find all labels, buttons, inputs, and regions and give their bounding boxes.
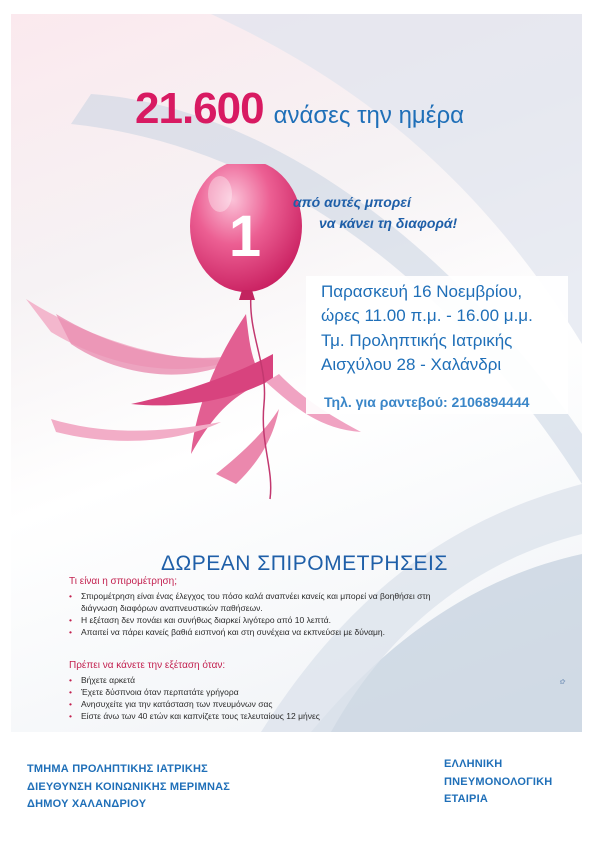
list-item: • Βήχετε αρκετά	[67, 674, 437, 686]
footer-right-line-1: ΕΛΛΗΝΙΚΗ	[444, 758, 503, 770]
when-title: Πρέπει να κάνετε την εξέταση όταν:	[69, 660, 226, 671]
designer-logo: ✿	[559, 679, 565, 686]
headline	[135, 84, 464, 134]
event-address: Αισχύλου 28 - Χαλάνδρι	[321, 355, 502, 374]
footer-right-line-3: ΕΤΑΙΡΙΑ	[444, 793, 488, 805]
tagline-line-2: να κάνει τη διαφορά!	[319, 215, 458, 231]
list-item: • Ανησυχείτε για την κατάσταση των πνευμόνων σας	[67, 698, 437, 710]
footer-right	[444, 756, 552, 809]
footer-right-line-2: ΠΝΕΥΜΟΝΟΛΟΓΙΚΗ	[444, 775, 553, 788]
what-is-title: Τι είναι η σπιρομέτρηση;	[69, 576, 178, 587]
list-item: • Η εξέταση δεν πονάει και συνήθως διαρκεί λιγότερο από 10 λεπτά.	[67, 614, 437, 626]
poster	[11, 14, 582, 732]
list-item: • Απαιτεί να πάρει κανείς βαθιά εισπνοή και στη συνέχεια να εκπνεύσει με δύναμη.	[67, 626, 437, 638]
when-list	[67, 674, 437, 722]
list-item: • Είστε άνω των 40 ετών και καπνίζετε τους τελευταίους 12 μήνες	[67, 710, 437, 722]
list-item: • Σπιρομέτρηση είναι ένας έλεγχος του πόσο καλά αναπνέει κανείς και μπορεί να βοηθήσει στη διάγνωση διαφόρων αναπνευστικών παθήσεων.	[67, 590, 437, 614]
tagline	[293, 192, 503, 234]
footer-left-line-3: ΔΗΜΟΥ ΧΑΛΑΝΔΡΙΟΥ	[27, 798, 147, 810]
footer-left	[27, 761, 230, 814]
event-hours: ώρες 11.00 π.μ. - 16.00 μ.μ.	[321, 306, 533, 325]
event-department: Τμ. Προληπτικής Ιατρικής	[321, 331, 513, 350]
headline-number: 21.600	[135, 84, 264, 133]
footer-left-line-2: ΔΙΕΥΘΥΝΣΗ ΚΟΙΝΩΝΙΚΗΣ ΜΕΡΙΜΝΑΣ	[27, 780, 231, 793]
list-item: • Έχετε δύσπνοια όταν περπατάτε γρήγορα	[67, 686, 437, 698]
event-phone: Τηλ. για ραντεβού: 2106894444	[324, 394, 530, 410]
main-title: ΔΩΡΕΑΝ ΣΠΙΡΟΜΕΤΡΗΣΕΙΣ	[161, 552, 448, 575]
event-date: Παρασκευή 16 Νοεμβρίου,	[321, 282, 523, 301]
headline-text: ανάσες την ημέρα	[273, 102, 464, 129]
what-is-list	[67, 590, 437, 638]
balloon-number: 1	[228, 204, 262, 269]
footer-left-line-1: ΤΜΗΜΑ ΠΡΟΛΗΠΤΙΚΗΣ ΙΑΤΡΙΚΗΣ	[27, 763, 208, 775]
tagline-line-1: από αυτές μπορεί	[293, 194, 411, 210]
